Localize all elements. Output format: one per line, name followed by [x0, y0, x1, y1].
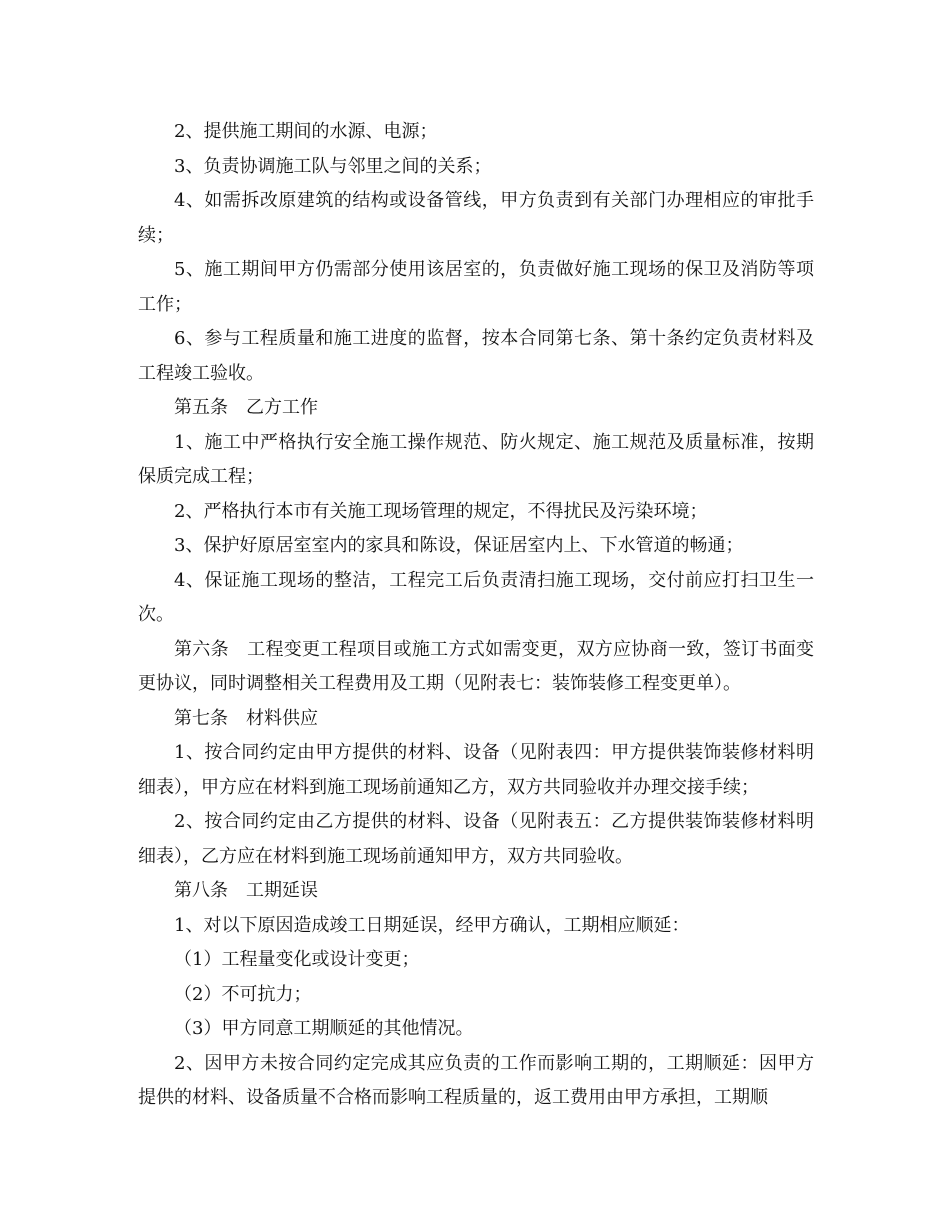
paragraph-d-1-item-2: （2）不可抗力； [174, 983, 312, 1005]
paragraph-b-3: 3、保护好原居室室内的家具和陈设，保证居室内上、下水管道的畅通； [174, 535, 744, 556]
paragraph-b-1: 1、施工中严格执行安全施工操作规范、防火规定、施工规范及质量标准，按期保质完成工程； [138, 431, 814, 487]
paragraph-d-1-item-3: （3）甲方同意工期顺延的其他情况。 [174, 1018, 474, 1039]
paragraph-b-2: 2、严格执行本市有关施工现场管理的规定，不得扰民及污染环境； [174, 500, 708, 522]
paragraph-a-3: 3、负责协调施工队与邻里之间的关系； [174, 155, 492, 177]
article-7-heading: 第七条 材料供应 [174, 707, 318, 729]
article-6-paragraph: 第六条 工程变更工程项目或施工方式如需变更，双方应协商一致，签订书面变更协议，同时调整相关工程费用及工期（见附表七：装饰装修工程变更单）。 [138, 638, 814, 694]
article-8-heading: 第八条 工期延误 [174, 880, 318, 901]
paragraph-b-4: 4、保证施工现场的整洁，工程完工后负责清扫施工现场，交付前应打扫卫生一次。 [138, 569, 814, 625]
paragraph-a-5: 5、施工期间甲方仍需部分使用该居室的，负责做好施工现场的保卫及消防等项工作； [138, 259, 814, 315]
paragraph-a-6: 6、参与工程质量和施工进度的监督，按本合同第七条、第十条约定负责材料及工程竣工验收。 [138, 328, 814, 384]
paragraph-c-2: 2、按合同约定由乙方提供的材料、设备（见附表五：乙方提供装饰装修材料明细表），乙方应在材料到施工现场前通知甲方，双方共同验收。 [138, 811, 814, 867]
document-body [138, 115, 814, 1116]
paragraph-d-2: 2、因甲方未按合同约定完成其应负责的工作而影响工期的，工期顺延：因甲方提供的材料、设备质量不合格而影响工程质量的，返工费用由甲方承担，工期顺 [138, 1052, 814, 1108]
article-5-heading: 第五条 乙方工作 [174, 397, 318, 418]
paragraph-d-1-item-1: （1）工程量变化或设计变更； [174, 949, 420, 970]
paragraph-a-4: 4、如需拆改原建筑的结构或设备管线，甲方负责到有关部门办理相应的审批手续； [138, 190, 814, 246]
paragraph-c-1: 1、按合同约定由甲方提供的材料、设备（见附表四：甲方提供装饰装修材料明细表），甲方应在材料到施工现场前通知乙方，双方共同验收并办理交接手续； [138, 742, 814, 798]
paragraph-a-2: 2、提供施工期间的水源、电源； [174, 121, 438, 142]
paragraph-d-1: 1、对以下原因造成竣工日期延误，经甲方确认，工期相应顺延： [174, 914, 690, 936]
